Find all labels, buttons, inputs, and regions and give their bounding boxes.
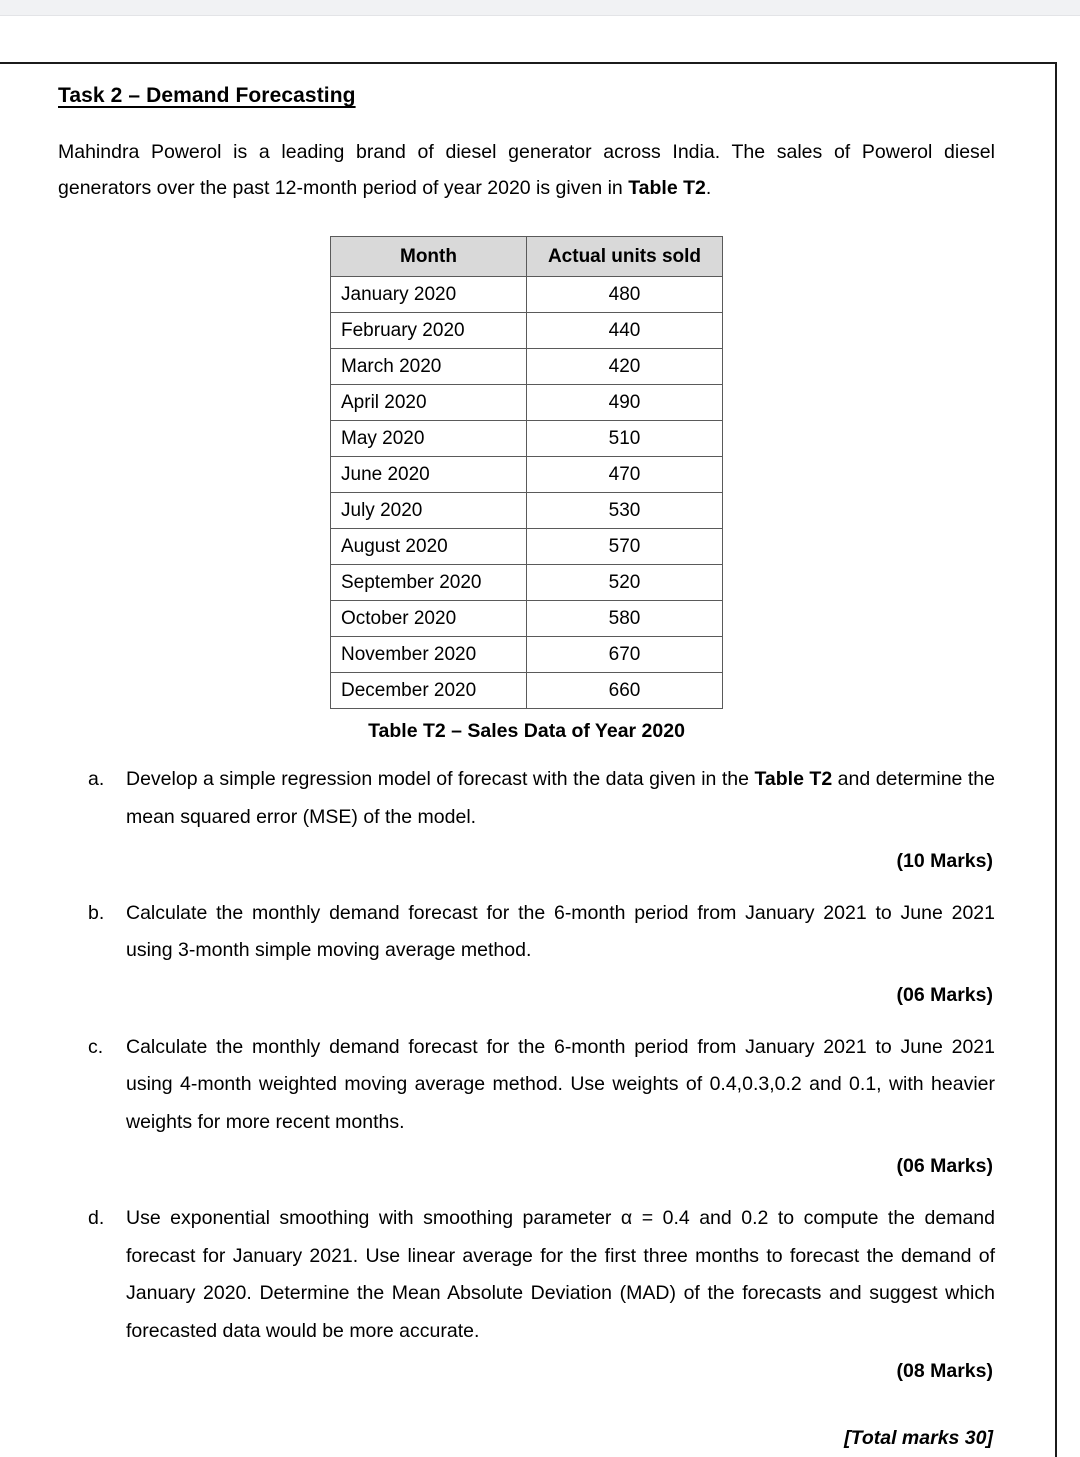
- table-caption: Table T2 – Sales Data of Year 2020: [368, 720, 685, 743]
- question-item-d: [58, 1200, 995, 1350]
- sales-table-container: [58, 236, 995, 709]
- column-header-month: Month: [331, 237, 527, 277]
- question-text-a: [126, 761, 995, 836]
- cell-units: 570: [527, 529, 723, 565]
- cell-month: June 2020: [331, 457, 527, 493]
- intro-text-part-1: Mahindra Powerol is a leading brand of diesel generator across India. The sales of Powerol diesel generators over the past 12-month period of year 2020 is given in: [58, 141, 995, 200]
- table-header: [331, 237, 723, 277]
- cell-units: 470: [527, 457, 723, 493]
- table-row: [331, 385, 723, 421]
- page-title: Task 2 – Demand Forecasting: [58, 84, 356, 107]
- cell-month: July 2020: [331, 493, 527, 529]
- cell-month: November 2020: [331, 637, 527, 673]
- cell-units: 670: [527, 637, 723, 673]
- page-content: [0, 64, 1055, 1450]
- cell-units: 530: [527, 493, 723, 529]
- question-label-c: c.: [88, 1035, 104, 1058]
- cell-month: December 2020: [331, 673, 527, 709]
- question-a-part-2: and determine the mean squared error (MSE) of the model.: [126, 768, 995, 828]
- table-row: [331, 565, 723, 601]
- marks-b: (06 Marks): [896, 983, 993, 1006]
- cell-units: 440: [527, 313, 723, 349]
- cell-month: October 2020: [331, 601, 527, 637]
- question-text-d: Use exponential smoothing with smoothing parameter α = 0.4 and 0.2 to compute the demand forecast for January 2021. Use linear average for the first three months to forecast the demand of January 2020. Determine the Mean Absolute Deviation (MAD) of the forecasts and suggest which forecasted data would be more accurate.: [126, 1207, 995, 1342]
- table-header-row: [331, 237, 723, 277]
- table-row: [331, 673, 723, 709]
- table-row: [331, 493, 723, 529]
- table-row: [331, 457, 723, 493]
- table-row: [331, 421, 723, 457]
- cell-units: 520: [527, 565, 723, 601]
- marks-d: (08 Marks): [896, 1359, 993, 1382]
- cell-month: February 2020: [331, 313, 527, 349]
- question-item-c: [58, 1029, 995, 1141]
- cell-units: 490: [527, 385, 723, 421]
- table-row: [331, 601, 723, 637]
- question-label-b: b.: [88, 902, 105, 924]
- intro-text-part-2: .: [705, 177, 712, 200]
- question-item-a: [58, 761, 995, 836]
- cell-units: 480: [527, 277, 723, 313]
- cell-units: 510: [527, 421, 723, 457]
- sales-data-table: [330, 236, 723, 709]
- cell-month: January 2020: [331, 277, 527, 313]
- table-body: [331, 277, 723, 709]
- cell-month: September 2020: [331, 565, 527, 601]
- question-list: [58, 761, 995, 1383]
- table-row: [331, 529, 723, 565]
- cell-month: April 2020: [331, 385, 527, 421]
- document-page: [0, 62, 1057, 1457]
- question-item-b: [58, 895, 995, 970]
- table-row: [331, 637, 723, 673]
- question-a-table-reference: Table T2: [754, 768, 833, 791]
- cell-units: 660: [527, 673, 723, 709]
- question-text-b: Calculate the monthly demand forecast for the 6-month period from January 2021 to June 2021 using 3-month simple moving average method.: [126, 902, 995, 962]
- cell-units: 420: [527, 349, 723, 385]
- intro-table-reference: Table T2: [628, 177, 706, 200]
- marks-a: (10 Marks): [896, 850, 993, 872]
- question-text-c: Calculate the monthly demand forecast for the 6-month period from January 2021 to June 2021 using 4-month weighted moving average method. Use weights of 0.4,0.3,0.2 and 0.1, with heavier weights for more recent months.: [126, 1035, 995, 1133]
- cell-month: March 2020: [331, 349, 527, 385]
- marks-c: (06 Marks): [896, 1155, 993, 1178]
- cell-month: May 2020: [331, 421, 527, 457]
- column-header-units: Actual units sold: [527, 237, 723, 277]
- top-gray-band: [0, 0, 1080, 16]
- table-row: [331, 277, 723, 313]
- table-row: [331, 349, 723, 385]
- cell-month: August 2020: [331, 529, 527, 565]
- intro-paragraph: [58, 134, 995, 206]
- question-a-part-1: Develop a simple regression model of forecast with the data given in the: [126, 768, 755, 791]
- question-label-d: d.: [88, 1207, 105, 1230]
- table-row: [331, 313, 723, 349]
- total-marks: [Total marks 30]: [844, 1426, 993, 1449]
- question-label-a: a.: [88, 768, 105, 791]
- cell-units: 580: [527, 601, 723, 637]
